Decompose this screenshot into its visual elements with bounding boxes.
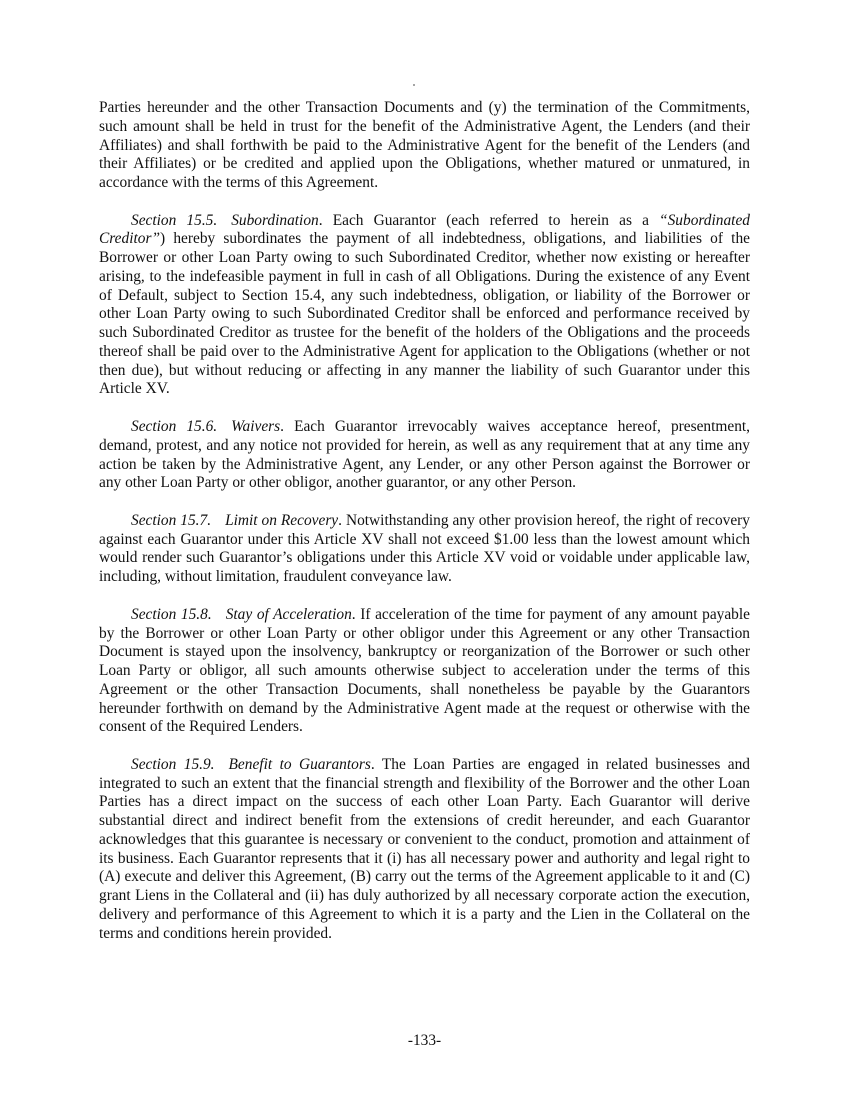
section-number: Section 15.9. (131, 755, 215, 773)
section-body: Notwithstanding any other provision hereof, the right of recovery against each Guarantor under this Article XV shall not exceed $1.00 less than the lowest amount which would render such Guarantor’s obligations under this Article XV void or voidable under applicable law, including, without limitation, fraudulent conveyance law. (99, 511, 750, 586)
section-title: Subordination (231, 211, 319, 229)
section-body: ) hereby subordinates the payment of all indebtedness, obligations, and liabilities of the Borrower or other Loan Party owing to such Subordinated Creditor, whether now existing or hereafter arising, to the indefeasible payment in full in cash of all Obligations. During the existence of any Event of Default, subject to Section 15.4, any such indebtedness, obligation, or liability of the Borrower or other Loan Party owing to such Subordinated Creditor shall be enforced and performance received by such Subordinated Creditor as trustee for the benefit of the holders of the Obligations and the proceeds thereof shall be paid over to the Administrative Agent for application to the Obligations (whether or not then due), but without reducing or affecting in any manner the liability of such Guarantor under this Article XV. (99, 230, 750, 398)
section-15-8-paragraph: Section 15.8. Stay of Acceleration. If acceleration of the time for payment of any amount payable by the Borrower or other Loan Party or other obligor under this Agreement or any other Transaction Document is stayed upon the insolvency, bankruptcy or reorganization of the Borrower or such other Loan Party or obligor, all such amounts otherwise subject to acceleration under the terms of this Agreement or the other Transaction Documents, shall nonetheless be payable by the Guarantors hereunder forthwith on demand by the Administrative Agent made at the request or otherwise with the consent of the Required Lenders. (99, 605, 750, 736)
section-15-7-paragraph: Section 15.7. Limit on Recovery. Notwithstanding any other provision hereof, the right of recovery against each Guarantor under this Article XV shall not exceed $1.00 less than the lowest amount which would render such Guarantor’s obligations under this Article XV void or voidable under applicable law, including, without limitation, fraudulent conveyance law. (99, 511, 750, 586)
section-title: Benefit to Guarantors (228, 755, 371, 773)
continuation-paragraph: Parties hereunder and the other Transaction Documents and (y) the termination of the Commitments, such amount shall be held in trust for the benefit of the Administrative Agent, the Lenders (and their Affiliates) and shall forthwith be paid to the Administrative Agent for the benefit of the Lenders (and their Affiliates) or be credited and applied upon the Obligations, whether matured or unmatured, in accordance with the terms of this Agreement. (99, 99, 750, 191)
document-page (99, 99, 750, 962)
section-body: The Loan Parties are engaged in related businesses and integrated to such an extent that the financial strength and flexibility of the Borrower and the other Loan Parties has a direct impact on the success of each other Loan Party. Each Guarantor will derive substantial direct and indirect benefit from the extensions of credit hereunder, and each Guarantor acknowledges that this guarantee is necessary or convenient to the conduct, promotion and attainment of its business. Each Guarantor represents that it (i) has all necessary power and authority and legal right to (A) execute and deliver this Agreement, (B) carry out the terms of the Agreement applicable to it and (C) grant Liens in the Collateral and (ii) has duly authorized by all necessary corporate action the execution, delivery and performance of this Agreement to which it is a party and the Lien in the Collateral on the terms and conditions herein provided. (99, 755, 750, 942)
section-body-lead: Each Guarantor (each referred to herein as a (332, 211, 660, 229)
section-number: Section 15.6. (131, 418, 218, 436)
scan-dot (413, 84, 415, 86)
section-15-5-paragraph: Section 15.5. Subordination. Each Guarantor (each referred to herein as a “Subordinated Creditor”) hereby subordinates the payment of all indebtedness, obligations, and liabilities of the Borrower or other Loan Party owing to such Subordinated Creditor, whether now existing or hereafter arising, to the indefeasible payment in full in cash of all Obligations. During the existence of any Event of Default, subject to Section 15.4, any such indebtedness, obligation, or liability of the Borrower or other Loan Party owing to such Subordinated Creditor shall be enforced and performance received by such Subordinated Creditor as trustee for the benefit of the holders of the Obligations and the proceeds thereof shall be paid over to the Administrative Agent for application to the Obligations (whether or not then due), but without reducing or affecting in any manner the liability of such Guarantor under this Article XV. (99, 211, 750, 398)
section-title: Stay of Acceleration (225, 605, 352, 623)
defined-term: “Subordinated Creditor” (99, 211, 750, 248)
section-title: Limit on Recovery (225, 511, 339, 529)
section-title: Waivers (231, 418, 281, 436)
section-body: Each Guarantor irrevocably waives acceptance hereof, presentment, demand, protest, and any notice not provided for herein, as well as any requirement that at any time any action be taken by the Administrative Agent, any Lender, or any other Person against the Borrower or any other Loan Party or other obligor, another guarantor, or any other Person. (99, 418, 751, 492)
section-15-9-paragraph: Section 15.9. Benefit to Guarantors. The Loan Parties are engaged in related businesses and integrated to such an extent that the financial strength and flexibility of the Borrower and the other Loan Parties has a direct impact on the success of each other Loan Party. Each Guarantor will derive substantial direct and indirect benefit from the extensions of credit hereunder, and each Guarantor acknowledges that this guarantee is necessary or convenient to the conduct, promotion and attainment of its business. Each Guarantor represents that it (i) has all necessary power and authority and legal right to (A) execute and deliver this Agreement, (B) carry out the terms of the Agreement applicable to it and (C) grant Liens in the Collateral and (ii) has duly authorized by all necessary corporate action the execution, delivery and performance of this Agreement to which it is a party and the Lien in the Collateral on the terms and conditions herein provided. (99, 755, 750, 942)
section-body: If acceleration of the time for payment of any amount payable by the Borrower or other Loan Party or other obligor under this Agreement or any other Transaction Document is stayed upon the insolvency, bankruptcy or reorganization of the Borrower or such other Loan Party or obligor, all such amounts otherwise subject to acceleration under the terms of this Agreement or the other Transaction Documents, shall nonetheless be payable by the Guarantors hereunder forthwith on demand by the Administrative Agent made at the request or otherwise with the consent of the Required Lenders. (99, 605, 750, 736)
section-number: Section 15.5. (131, 211, 218, 229)
page-number: -133- (407, 1032, 442, 1049)
section-number: Section 15.7. (131, 511, 212, 529)
section-15-6-paragraph: Section 15.6. Waivers. Each Guarantor irrevocably waives acceptance hereof, presentment, demand, protest, and any notice not provided for herein, as well as any requirement that at any time any action be taken by the Administrative Agent, any Lender, or any other Person against the Borrower or any other Loan Party or other obligor, another guarantor, or any other Person. (99, 418, 751, 492)
section-number: Section 15.8. (131, 605, 212, 623)
